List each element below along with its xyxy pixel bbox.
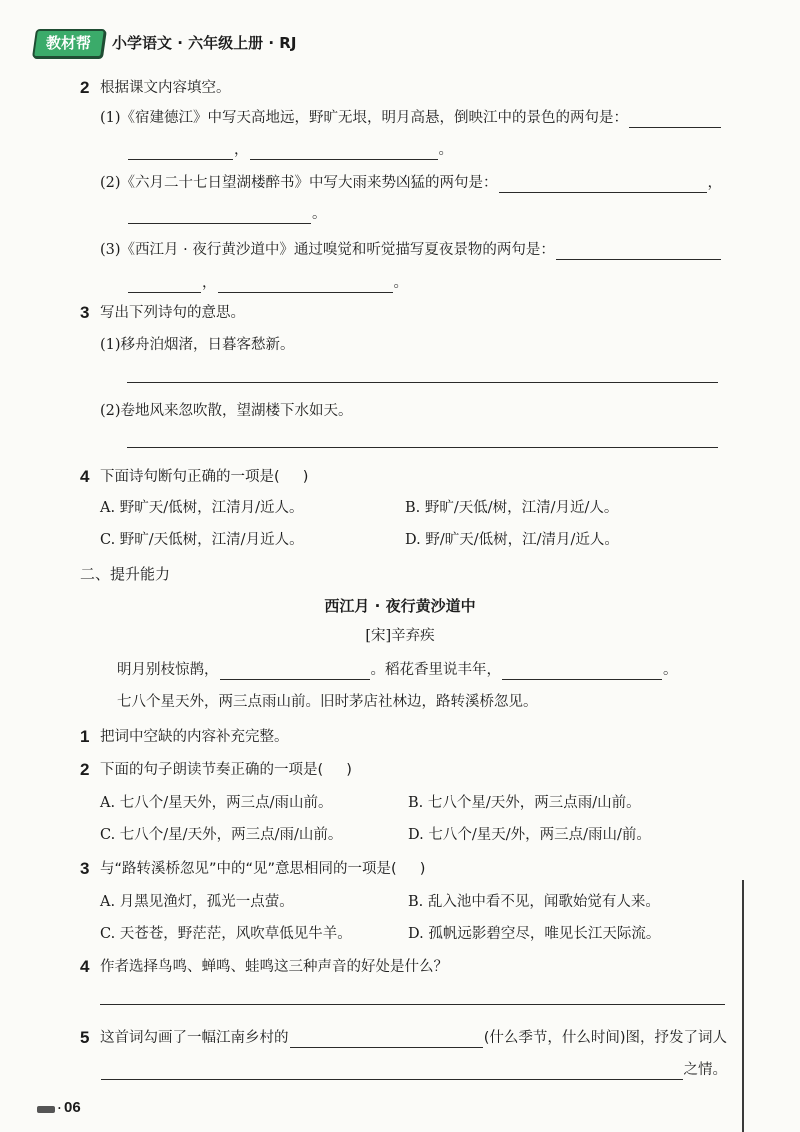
p2-q1-number: 1 <box>80 727 90 746</box>
p2-q5-stem-b: (什么季节，什么时间)图，抒发了词人 <box>483 1030 727 1046</box>
poem-line-1-part-c: 。 <box>663 662 678 678</box>
poem-line-1 <box>117 660 678 680</box>
p2-q4-stem: 作者选择鸟鸣、蝉鸣、蛙鸣这三种声音的好处是什么？ <box>100 959 448 975</box>
q4-option-b: B. 野旷/天低/树，江清/月近/人。 <box>405 500 619 516</box>
p2-q2-option-a: A. 七八个/星天外，两三点/雨山前。 <box>100 795 333 811</box>
page-number: 06 <box>64 1099 81 1116</box>
p2-q5-stem-c: 之情。 <box>683 1062 727 1078</box>
answer-blank <box>101 1063 683 1080</box>
p2-q3-option-a: A. 月黑见渔灯，孤光一点萤。 <box>100 894 294 910</box>
answer-blank <box>629 111 721 128</box>
answer-blank <box>502 663 662 680</box>
q2-number: 2 <box>80 78 90 97</box>
page-binding-edge <box>742 880 744 1132</box>
p2-q2-option-c: C. 七八个/星/天外，两三点/雨/山前。 <box>100 827 343 843</box>
answer-line <box>127 447 718 448</box>
p2-q2-option-d: D. 七八个/星天/外，两三点/雨山/前。 <box>408 827 651 843</box>
q2-sub1-answer-row <box>127 140 453 160</box>
p2-q3-option-c: C. 天苍苍，野茫茫，风吹草低见牛羊。 <box>100 926 352 942</box>
poem-title: 西江月 · 夜行黄沙道中 <box>324 597 476 615</box>
p2-q2-number: 2 <box>80 760 90 779</box>
q3-stem: 写出下列诗句的意思。 <box>100 305 245 321</box>
p2-q3-option-b: B. 乱入池中看不见，闻歌始觉有人来。 <box>408 894 660 910</box>
p2-q3-option-d: D. 孤帆远影碧空尽，唯见长江天际流。 <box>408 926 661 942</box>
q4-option-c: C. 野旷/天低树，江清/月近人。 <box>100 532 304 548</box>
brand-badge-label: 教材帮 <box>46 34 92 52</box>
answer-blank <box>218 276 393 293</box>
q4-number: 4 <box>80 467 90 486</box>
poem-line-1-part-a: 明月别枝惊鹊， <box>117 662 219 678</box>
q2-sub3-prompt: (3)《西江月 · 夜行黄沙道中》通过嗅觉和听觉描写夏夜景物的两句是： <box>100 242 555 258</box>
brand-badge <box>32 29 106 58</box>
q4-stem: 下面诗句断句正确的一项是( ) <box>100 469 309 485</box>
p2-q5-number: 5 <box>80 1028 90 1047</box>
q2-sub3 <box>100 240 722 260</box>
answer-blank <box>128 276 201 293</box>
p2-q3-number: 3 <box>80 859 90 878</box>
p2-q5-line-1 <box>100 1028 727 1048</box>
p2-q5-line-2 <box>100 1060 727 1080</box>
answer-blank <box>128 143 233 160</box>
q4-option-a: A. 野旷天/低树，江清月/近人。 <box>100 500 304 516</box>
q3-item-2: (2)卷地风来忽吹散，望湖楼下水如天。 <box>100 403 353 419</box>
p2-q5-stem-a: 这首词勾画了一幅江南乡村的 <box>100 1030 289 1046</box>
section-title: 二、提升能力 <box>80 565 171 583</box>
punctuation-period: 。 <box>393 275 408 291</box>
poem-author: [宋]辛弃疾 <box>365 628 435 644</box>
p2-q3-stem: 与“路转溪桥忽见”中的“见”意思相同的一项是( ) <box>100 861 426 877</box>
punctuation-comma: ， <box>234 142 249 158</box>
answer-blank <box>250 143 438 160</box>
q3-item-1: (1)移舟泊烟渚，日暮客愁新。 <box>100 337 295 353</box>
q2-sub3-answer-row <box>127 273 408 293</box>
answer-blank <box>556 243 721 260</box>
q2-sub2-prompt: (2)《六月二十七日望湖楼醉书》中写大雨来势凶猛的两句是： <box>100 175 498 191</box>
book-title: 小学语文 · 六年级上册 · RJ <box>112 34 297 52</box>
p2-q1-stem: 把词中空缺的内容补充完整。 <box>100 729 289 745</box>
answer-blank <box>290 1031 483 1048</box>
footer-logo-icon <box>37 1106 55 1113</box>
q2-sub1 <box>100 108 722 128</box>
p2-q4-number: 4 <box>80 957 90 976</box>
q2-sub1-prompt: (1)《宿建德江》中写天高地远，野旷无垠，明月高悬，倒映江中的景色的两句是： <box>100 110 629 126</box>
q2-sub2-answer-row <box>127 204 327 224</box>
answer-blank <box>128 207 311 224</box>
answer-blank <box>220 663 370 680</box>
q2-sub2 <box>100 173 722 193</box>
answer-blank <box>499 176 707 193</box>
answer-line <box>127 382 718 383</box>
q3-number: 3 <box>80 303 90 322</box>
poem-line-2: 七八个星天外，两三点雨山前。旧时茅店社林边，路转溪桥忽见。 <box>117 694 538 710</box>
punctuation-comma: ， <box>202 275 217 291</box>
p2-q2-stem: 下面的句子朗读节奏正确的一项是( ) <box>100 762 352 778</box>
poem-line-1-part-b: 。稻花香里说丰年， <box>370 662 501 678</box>
answer-line <box>100 1004 725 1005</box>
footer-separator: · <box>57 1099 62 1117</box>
punctuation-period: 。 <box>312 206 327 222</box>
punctuation-period: 。 <box>438 142 453 158</box>
q4-option-d: D. 野/旷天/低树，江/清月/近人。 <box>405 532 619 548</box>
q2-stem: 根据课文内容填空。 <box>100 80 231 96</box>
punctuation-comma: ， <box>707 175 722 191</box>
p2-q2-option-b: B. 七八个星/天外，两三点雨/山前。 <box>408 795 641 811</box>
